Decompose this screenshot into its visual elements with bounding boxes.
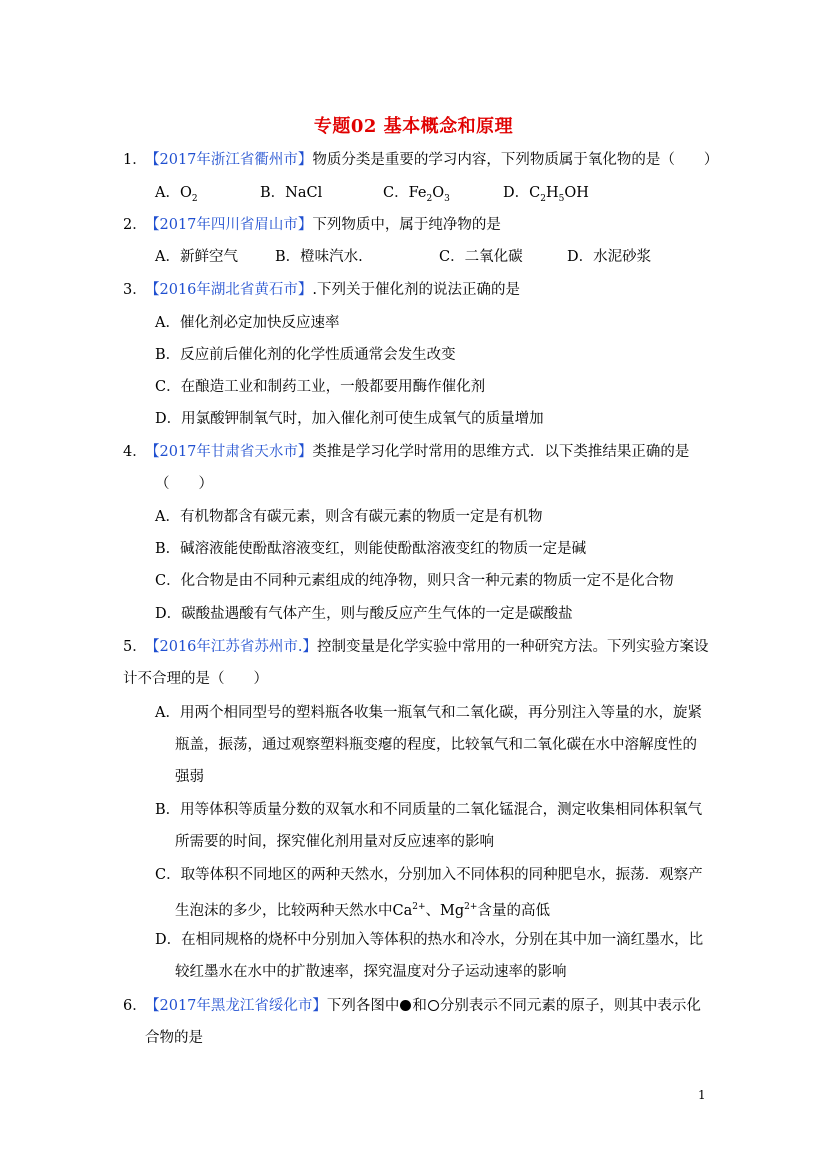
question-1: 1．【2017年浙江省衢州市】物质分类是重要的学习内容，下列物质属于氧化物的是（ ） — [123, 152, 719, 168]
option-d-cont: 较红墨水在水中的扩散速率，探究温度对分子运动速率的影响 — [175, 964, 567, 980]
question-3-text: .下列关于催化剂的说法正确的是 — [312, 282, 521, 298]
question-5-source: 【2016年江苏省苏州市.】 — [145, 639, 318, 655]
option-b: B．反应前后催化剂的化学性质通常会发生改变 — [155, 347, 456, 363]
option-d: D．水泥砂浆 — [567, 249, 652, 265]
option-a-cont: 强弱 — [175, 769, 204, 785]
question-3-source: 【2016年湖北省黄石市】 — [145, 282, 313, 298]
question-1-text: 物质分类是重要的学习内容，下列物质属于氧化物的是（ ） — [312, 152, 719, 168]
option-c: C．$Fe_2O_3$ — [383, 185, 450, 204]
question-4-answer-paren: （ ） — [155, 476, 213, 492]
option-d: D．碳酸盐遇酸有气体产生，则与酸反应产生气体的一定是碳酸盐 — [155, 606, 573, 622]
question-6: 6．【2017年黑龙江省绥化市】下列各图中 和 分别表示不同元素的原子，则其中表示化 — [123, 998, 701, 1014]
question-4: 4．【2017年甘肃省天水市】类推是学习化学时常用的思维方式．以下类推结果正确的是 — [123, 444, 690, 460]
option-a-cont: 瓶盖，振荡，通过观察塑料瓶变瘪的程度，比较氧气和二氧化碳在水中溶解度性的 — [175, 737, 697, 753]
question-6-text-cont: 合物的是 — [145, 1030, 203, 1046]
option-b-cont: 所需要的时间，探究催化剂用量对反应速率的影响 — [175, 834, 494, 850]
option-c: C．取等体积不同地区的两种天然水，分别加入不同体积的同种肥皂水，振荡．观察产 — [155, 867, 703, 883]
page-title: 专题02 基本概念和原理 — [313, 116, 514, 137]
filled-circle-icon — [400, 1000, 411, 1011]
option-a: A．用两个相同型号的塑料瓶各收集一瓶氧气和二氧化碳，再分别注入等量的水，旋紧 — [155, 705, 702, 721]
option-b: B．碱溶液能使酚酞溶液变红，则能使酚酞溶液变红的物质一定是碱 — [155, 541, 587, 557]
question-4-source: 【2017年甘肃省天水市】 — [145, 444, 313, 460]
option-b: B．用等体积等质量分数的双氧水和不同质量的二氧化锰混合，测定收集相同体积氧气 — [155, 802, 703, 818]
question-5: 5．【2016年江苏省苏州市.】控制变量是化学实验中常用的一种研究方法。下列实验方案设 — [123, 639, 709, 655]
question-1-source: 【2017年浙江省衢州市】 — [145, 152, 313, 168]
option-b: B．NaCl — [260, 185, 323, 201]
option-a: A．催化剂必定加快反应速率 — [155, 315, 340, 331]
question-6-source: 【2017年黑龙江省绥化市】 — [145, 998, 327, 1014]
option-d: D．用氯酸钾制氧气时，加入催化剂可使生成氧气的质量增加 — [155, 411, 544, 427]
option-c: C．化合物是由不同种元素组成的纯净物，则只含一种元素的物质一定不是化合物 — [155, 573, 674, 589]
hollow-circle-icon — [428, 1000, 439, 1011]
question-2-source: 【2017年四川省眉山市】 — [145, 217, 313, 233]
question-5-text: 控制变量是化学实验中常用的一种研究方法。下列实验方案设 — [317, 639, 709, 655]
page-number: 1 — [698, 1088, 706, 1102]
option-b: B．橙味汽水. — [275, 249, 363, 265]
question-3: 3．【2016年湖北省黄石市】.下列关于催化剂的说法正确的是 — [123, 282, 521, 298]
question-2-text: 下列物质中，属于纯净物的是 — [312, 217, 501, 233]
option-c: C．在酿造工业和制药工业，一般都要用酶作催化剂 — [155, 379, 486, 395]
question-2: 2．【2017年四川省眉山市】下列物质中，属于纯净物的是 — [123, 217, 501, 233]
option-c: C．二氧化碳 — [439, 249, 523, 265]
option-d: D．$C_2H_5OH$ — [503, 185, 589, 204]
option-a: A．新鲜空气 — [155, 249, 238, 265]
option-c-cont: 生泡沫的多少，比较两种天然水中$Ca^{2+}$、$Mg^{2+}$含量的高低 — [175, 902, 550, 919]
question-5-text-cont: 计不合理的是（ ） — [123, 671, 268, 687]
question-4-text: 类推是学习化学时常用的思维方式．以下类推结果正确的是 — [312, 444, 690, 460]
option-d: D．在相同规格的烧杯中分别加入等体积的热水和冷水，分别在其中加一滴红墨水，比 — [155, 932, 704, 948]
option-a: A．有机物都含有碳元素，则含有碳元素的物质一定是有机物 — [155, 509, 543, 525]
option-a: A．$O_2$ — [155, 185, 198, 204]
